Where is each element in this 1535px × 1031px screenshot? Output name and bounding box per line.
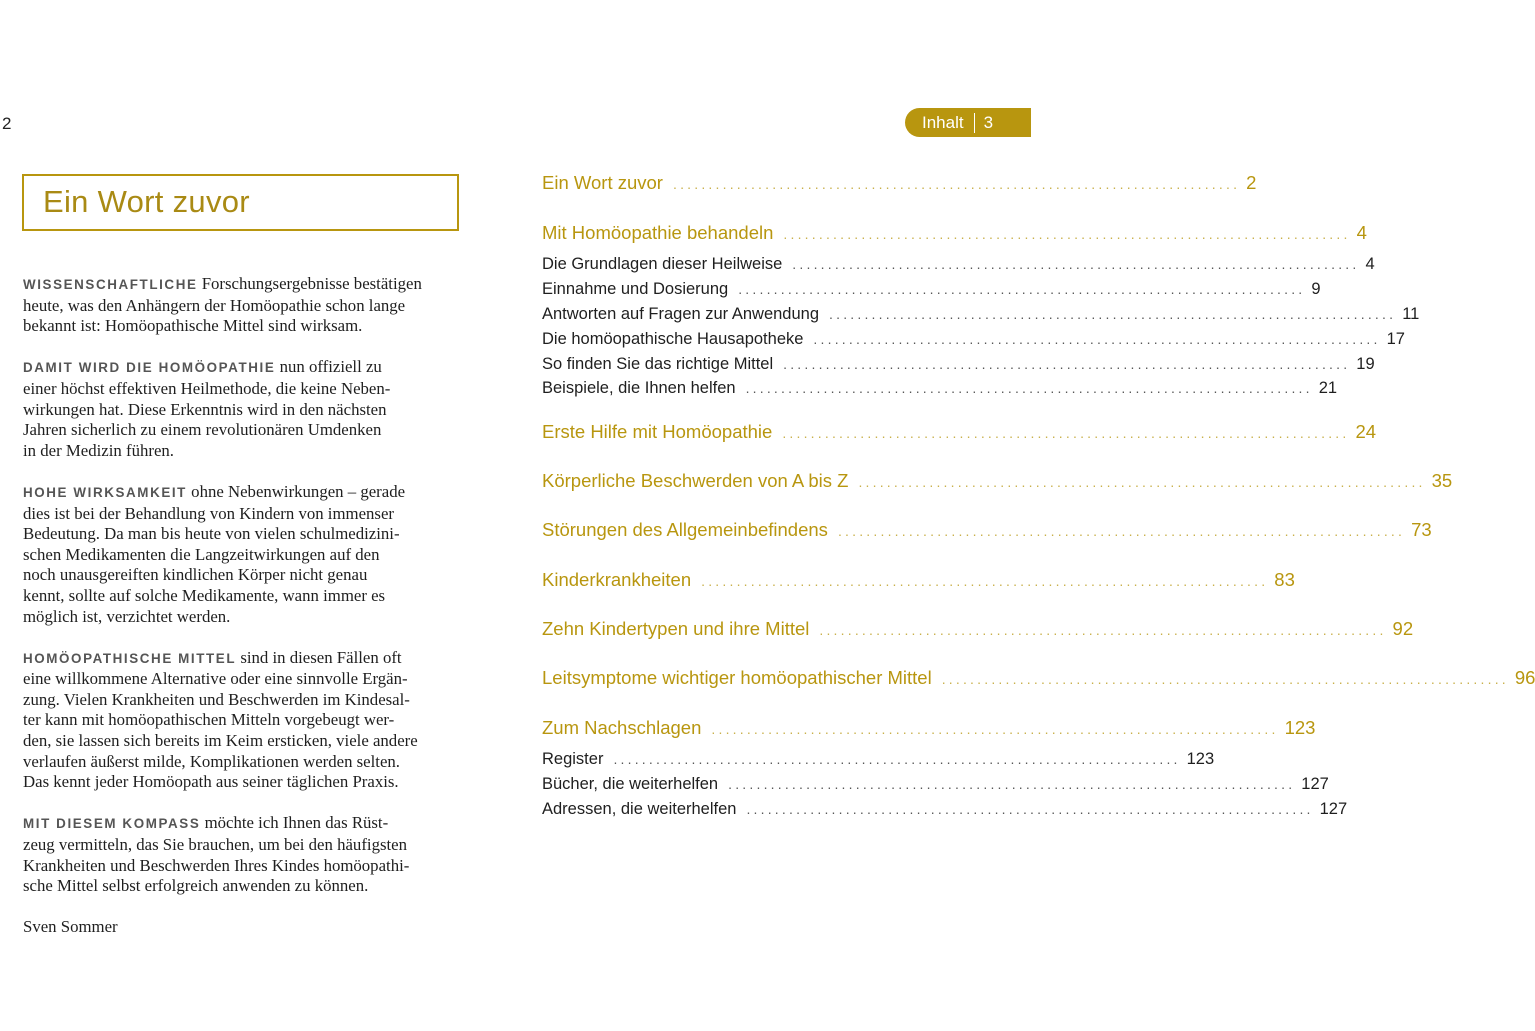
toc-sub-entry[interactable] <box>542 355 1375 374</box>
toc-chapter-entry[interactable] <box>542 519 1432 541</box>
toc-page-number: 17 <box>1386 330 1405 348</box>
text-line: Krankheiten und Beschwerden Ihres Kindes homöopathi- <box>23 855 410 875</box>
foreword-paragraph <box>23 357 463 461</box>
text-line: Das kennt jeder Homöopath aus seiner täglichen Praxis. <box>23 772 399 792</box>
toc-page-number: 96 <box>1514 667 1535 688</box>
toc-sub-entry[interactable] <box>542 750 1215 769</box>
toc-leader-dots: ................................................................................ <box>813 331 1381 347</box>
text-line: ter kann mit homöopathischen Mitteln vorgebeugt wer- <box>23 710 395 730</box>
toc-page-number: 24 <box>1355 421 1377 442</box>
toc-chapter-entry[interactable] <box>542 421 1377 443</box>
toc-page-number: 35 <box>1431 470 1453 491</box>
page-title: Ein Wort zuvor <box>43 184 250 219</box>
toc-sub-entry[interactable] <box>542 379 1338 398</box>
toc-page-number: 127 <box>1319 800 1348 818</box>
toc-leader-dots: ................................................................................ <box>701 573 1269 589</box>
toc-sub-entry[interactable] <box>542 330 1405 349</box>
toc-leader-dots: ................................................................................ <box>672 176 1241 192</box>
toc-page-number: 9 <box>1311 280 1321 298</box>
toc-leader-dots: ................................................................................ <box>746 801 1314 817</box>
text-line: Bedeutung. Da man bis heute von vielen schulmedizini- <box>23 524 400 544</box>
toc-page-number: 21 <box>1318 379 1338 397</box>
toc-page-number: 83 <box>1274 569 1295 590</box>
toc-entry-title: Ein Wort zuvor <box>542 172 663 193</box>
foreword-paragraph <box>23 274 463 337</box>
paragraph-lead: HOMÖOPATHISCHE MITTEL <box>23 650 237 666</box>
text-line: den, sie lassen sich bereits im Keim ersticken, viele andere <box>23 731 418 751</box>
toc-page-number: 19 <box>1356 355 1375 373</box>
toc-entry-title: Erste Hilfe mit Homöopathie <box>542 421 773 442</box>
text-line: wirkungen hat. Diese Erkenntnis wird in den nächsten <box>23 399 387 419</box>
foreword-paragraph <box>23 482 463 627</box>
toc-chapter-entry[interactable] <box>542 667 1535 689</box>
toc-page-number: 127 <box>1301 775 1329 793</box>
text-line: zung. Vielen Krankheiten und Beschwerden im Kindesal- <box>23 689 410 709</box>
toc-entry-title: Zehn Kindertypen und ihre Mittel <box>542 618 810 639</box>
toc-chapter-entry[interactable] <box>542 470 1453 492</box>
foreword-text <box>23 274 463 938</box>
toc-leader-dots: ................................................................................ <box>783 356 1351 372</box>
text-line-content: Forschungsergebnisse bestätigen <box>201 274 422 293</box>
text-line-content: nun offiziell zu <box>279 357 382 377</box>
text-line: sche Mittel selbst erfolgreich anwenden zu können. <box>23 876 369 896</box>
text-line: in der Medizin führen. <box>23 440 174 460</box>
text-line <box>23 482 463 504</box>
text-line: Jahren sicherlich zu einem revolutionären Umdenken <box>23 420 382 440</box>
toc-leader-dots: ................................................................................ <box>711 721 1279 737</box>
toc-leader-dots: ................................................................................ <box>728 776 1296 792</box>
text-line <box>23 813 463 835</box>
toc-entry-title: Die Grundlagen dieser Heilweise <box>542 255 783 273</box>
text-line: eine willkommene Alternative oder eine sinnvolle Ergän- <box>23 669 408 689</box>
toc-page-number: 92 <box>1392 618 1414 639</box>
page-title-box <box>22 174 459 231</box>
text-line-content: möchte ich Ihnen das Rüst- <box>204 813 389 833</box>
toc-leader-dots: ................................................................................ <box>613 751 1181 767</box>
toc-sub-entry[interactable] <box>542 305 1420 324</box>
toc-entry-title: Körperliche Beschwerden von A bis Z <box>542 470 849 491</box>
toc-page-number: 11 <box>1402 305 1420 323</box>
toc-leader-dots: ................................................................................ <box>858 474 1426 490</box>
toc-leader-dots: ................................................................................ <box>738 281 1306 297</box>
paragraph-lead: MIT DIESEM KOMPASS <box>23 816 201 832</box>
toc-entry-title: Adressen, die weiterhelfen <box>542 800 737 818</box>
toc-leader-dots: ................................................................................ <box>792 256 1360 272</box>
text-line-content: sind in diesen Fällen oft <box>240 647 402 667</box>
toc-chapter-entry[interactable] <box>542 172 1257 194</box>
text-line <box>23 648 463 670</box>
toc-page-number: 4 <box>1356 222 1367 243</box>
toc-entry-title: Störungen des Allgemeinbefindens <box>542 519 828 540</box>
toc-leader-dots: ................................................................................ <box>745 380 1313 396</box>
toc-leader-dots: ................................................................................ <box>829 306 1397 322</box>
toc-leader-dots: ................................................................................ <box>837 523 1406 539</box>
toc-entry-title: Antworten auf Fragen zur Anwendung <box>542 305 820 323</box>
header-divider <box>974 113 975 133</box>
toc-chapter-entry[interactable] <box>542 717 1316 739</box>
text-line <box>23 357 463 379</box>
toc-chapter-entry[interactable] <box>542 618 1414 640</box>
toc-leader-dots: ................................................................................ <box>782 425 1350 441</box>
toc-entry-title: Leitsymptome wichtiger homöopathischer Mittel <box>542 667 932 688</box>
text-line: heute, was den Anhängern der Homöopathie schon lange <box>23 295 406 315</box>
toc-entry-title: Register <box>542 750 604 768</box>
toc-sub-entry[interactable] <box>542 800 1348 819</box>
left-page-number: 2 <box>2 114 12 133</box>
toc-entry-title: Die homöopathische Hausapotheke <box>542 330 804 348</box>
toc-entry-title: Beispiele, die Ihnen helfen <box>542 379 736 397</box>
toc-page-number: 123 <box>1186 750 1215 768</box>
right-page-number: 3 <box>983 112 994 132</box>
text-line: zeug vermitteln, das Sie brauchen, um bei den häufigsten <box>23 835 407 855</box>
toc-leader-dots: ................................................................................ <box>783 226 1351 242</box>
paragraph-lead: HOHE WIRKSAMKEIT <box>23 484 187 500</box>
toc-entry-title: Mit Homöopathie behandeln <box>542 222 774 243</box>
toc-entry-title: Einnahme und Dosierung <box>542 280 729 298</box>
toc-leader-dots: ................................................................................ <box>819 622 1387 638</box>
toc-sub-entry[interactable] <box>542 280 1321 299</box>
toc-sub-entry[interactable] <box>542 255 1375 274</box>
text-line <box>23 274 463 296</box>
toc-entry-title: Zum Nachschlagen <box>542 717 702 738</box>
text-line: kennt, sollte auf solche Medikamente, wann immer es <box>23 585 386 605</box>
toc-page-number: 4 <box>1365 255 1375 273</box>
foreword-paragraph <box>23 813 463 896</box>
paragraph-lead: DAMIT WIRD DIE HOMÖOPATHIE <box>23 360 276 376</box>
toc-chapter-entry[interactable] <box>542 569 1295 591</box>
toc-page-number: 2 <box>1246 172 1257 193</box>
toc-leader-dots: ................................................................................ <box>941 671 1509 687</box>
paragraph-lead: WISSENSCHAFTLICHE <box>23 277 198 292</box>
foreword-paragraph <box>23 648 463 793</box>
section-header-tab <box>905 108 1031 137</box>
toc-entry-title: Bücher, die weiterhelfen <box>542 775 719 793</box>
text-line: schen Medikamenten die Langzeitwirkungen auf den <box>23 544 380 564</box>
author-name: Sven Sommer <box>23 917 118 937</box>
text-line: noch unausgereiften kindlichen Körper nicht genau <box>23 565 368 585</box>
toc-sub-entry[interactable] <box>542 775 1329 794</box>
text-line: möglich ist, verzichtet werden. <box>23 606 231 626</box>
text-line-content: ohne Nebenwirkungen – gerade <box>191 481 406 501</box>
toc-page-number: 73 <box>1411 519 1432 540</box>
toc-entry-title: Kinderkrankheiten <box>542 569 692 590</box>
text-line: dies ist bei der Behandlung von Kindern von immenser <box>23 503 394 523</box>
section-label: Inhalt <box>922 112 964 132</box>
toc-chapter-entry[interactable] <box>542 222 1367 244</box>
toc-page-number: 123 <box>1284 717 1316 738</box>
toc-entry-title: So finden Sie das richtige Mittel <box>542 355 774 373</box>
text-line: einer höchst effektiven Heilmethode, die keine Neben- <box>23 378 391 398</box>
text-line: verlaufen äußerst milde, Komplikationen werden selten. <box>23 751 400 771</box>
text-line: bekannt ist: Homöopathische Mittel sind wirksam. <box>23 316 363 336</box>
